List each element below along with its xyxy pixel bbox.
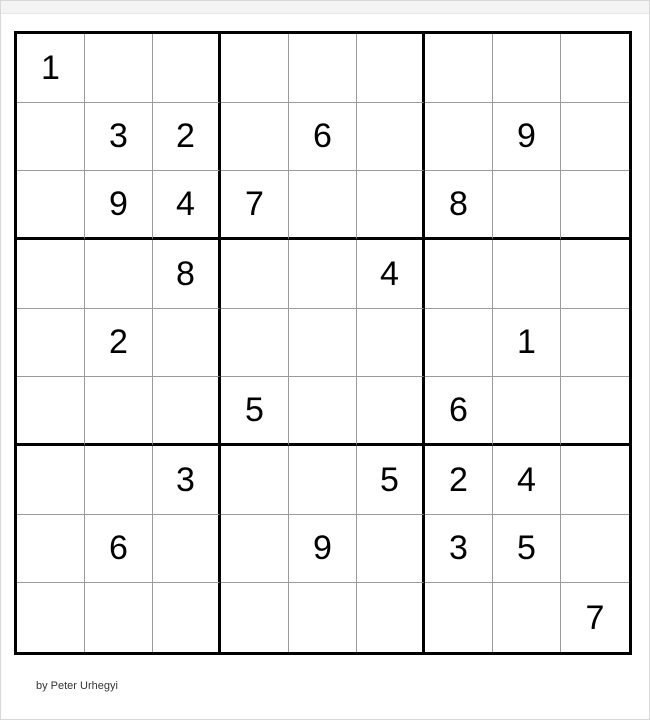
cell-r5c3[interactable]	[153, 309, 221, 378]
cell-r3c9[interactable]	[561, 171, 629, 240]
cell-r9c5[interactable]	[289, 583, 357, 652]
cell-r2c8[interactable]: 9	[493, 103, 561, 172]
cell-r7c6[interactable]: 5	[357, 446, 425, 515]
cell-r5c8[interactable]: 1	[493, 309, 561, 378]
cell-r8c1[interactable]	[17, 515, 85, 584]
cell-r6c2[interactable]	[85, 377, 153, 446]
cell-r6c1[interactable]	[17, 377, 85, 446]
cell-r7c3[interactable]: 3	[153, 446, 221, 515]
cell-r5c6[interactable]	[357, 309, 425, 378]
page-top-strip	[0, 0, 650, 14]
cell-r7c2[interactable]	[85, 446, 153, 515]
cell-r3c2[interactable]: 9	[85, 171, 153, 240]
cell-r8c9[interactable]	[561, 515, 629, 584]
cell-r5c5[interactable]	[289, 309, 357, 378]
cell-r3c8[interactable]	[493, 171, 561, 240]
cell-r7c7[interactable]: 2	[425, 446, 493, 515]
cell-r8c5[interactable]: 9	[289, 515, 357, 584]
cell-r5c2[interactable]: 2	[85, 309, 153, 378]
cell-r2c6[interactable]	[357, 103, 425, 172]
cell-r6c9[interactable]	[561, 377, 629, 446]
cell-r1c7[interactable]	[425, 34, 493, 103]
cell-r9c1[interactable]	[17, 583, 85, 652]
cell-r1c9[interactable]	[561, 34, 629, 103]
cell-r4c5[interactable]	[289, 240, 357, 309]
cell-r9c8[interactable]	[493, 583, 561, 652]
cell-r1c4[interactable]	[221, 34, 289, 103]
cell-r8c3[interactable]	[153, 515, 221, 584]
cell-r9c7[interactable]	[425, 583, 493, 652]
cell-r4c6[interactable]: 4	[357, 240, 425, 309]
cell-r9c9[interactable]: 7	[585, 598, 605, 637]
cell-r1c2[interactable]	[85, 34, 153, 103]
cell-r2c3[interactable]: 2	[153, 103, 221, 172]
cell-r6c4[interactable]: 5	[221, 377, 289, 446]
cell-r2c1[interactable]	[17, 103, 85, 172]
cell-r7c8[interactable]: 4	[493, 446, 561, 515]
cell-r7c1[interactable]	[17, 446, 85, 515]
cell-r2c4[interactable]	[221, 103, 289, 172]
cell-r3c1[interactable]	[17, 171, 85, 240]
cell-r1c5[interactable]	[289, 34, 357, 103]
cell-r7c4[interactable]	[221, 446, 289, 515]
cell-r3c7[interactable]: 8	[425, 171, 493, 240]
cell-r9c4[interactable]	[221, 583, 289, 652]
cell-r3c3[interactable]: 4	[153, 171, 221, 240]
cell-r1c8[interactable]	[493, 34, 561, 103]
cell-r3c5[interactable]	[289, 171, 357, 240]
cell-r7c5[interactable]	[289, 446, 357, 515]
cell-r1c6[interactable]	[357, 34, 425, 103]
cell-r6c8[interactable]	[493, 377, 561, 446]
cell-r8c4[interactable]	[221, 515, 289, 584]
cell-r2c9[interactable]	[561, 103, 629, 172]
cell-r4c8[interactable]	[493, 240, 561, 309]
cell-r2c7[interactable]	[425, 103, 493, 172]
cell-r6c7[interactable]: 6	[425, 377, 493, 446]
puzzle-area	[0, 14, 650, 720]
cell-r3c6[interactable]	[357, 171, 425, 240]
cell-r2c5[interactable]: 6	[289, 103, 357, 172]
cell-r5c4[interactable]	[221, 309, 289, 378]
sudoku-grid[interactable]	[14, 31, 632, 655]
cell-r5c9[interactable]	[561, 309, 629, 378]
cell-r5c1[interactable]	[17, 309, 85, 378]
cell-r6c3[interactable]	[153, 377, 221, 446]
cell-r6c6[interactable]	[357, 377, 425, 446]
cell-r4c4[interactable]	[221, 240, 289, 309]
cell-r8c7[interactable]: 3	[425, 515, 493, 584]
puzzle-credit: by Peter Urhegyi	[36, 680, 118, 692]
cell-r8c8[interactable]: 5	[493, 515, 561, 584]
cell-r9c2[interactable]	[85, 583, 153, 652]
cell-r3c4[interactable]: 7	[221, 171, 289, 240]
cell-r4c9[interactable]	[561, 240, 629, 309]
cell-r4c1[interactable]	[17, 240, 85, 309]
cell-r4c2[interactable]	[85, 240, 153, 309]
cell-r1c3[interactable]	[153, 34, 221, 103]
cell-r9c6[interactable]	[357, 583, 425, 652]
cell-r6c5[interactable]	[289, 377, 357, 446]
cell-r4c3[interactable]: 8	[153, 240, 221, 309]
cell-r8c6[interactable]	[357, 515, 425, 584]
cell-r1c1[interactable]: 1	[17, 34, 85, 103]
cell-r8c2[interactable]: 6	[85, 515, 153, 584]
cell-r5c7[interactable]	[425, 309, 493, 378]
cell-r7c9[interactable]	[561, 446, 629, 515]
cell-r2c2[interactable]: 3	[85, 103, 153, 172]
cell-r4c7[interactable]	[425, 240, 493, 309]
cell-r9c3[interactable]	[153, 583, 221, 652]
